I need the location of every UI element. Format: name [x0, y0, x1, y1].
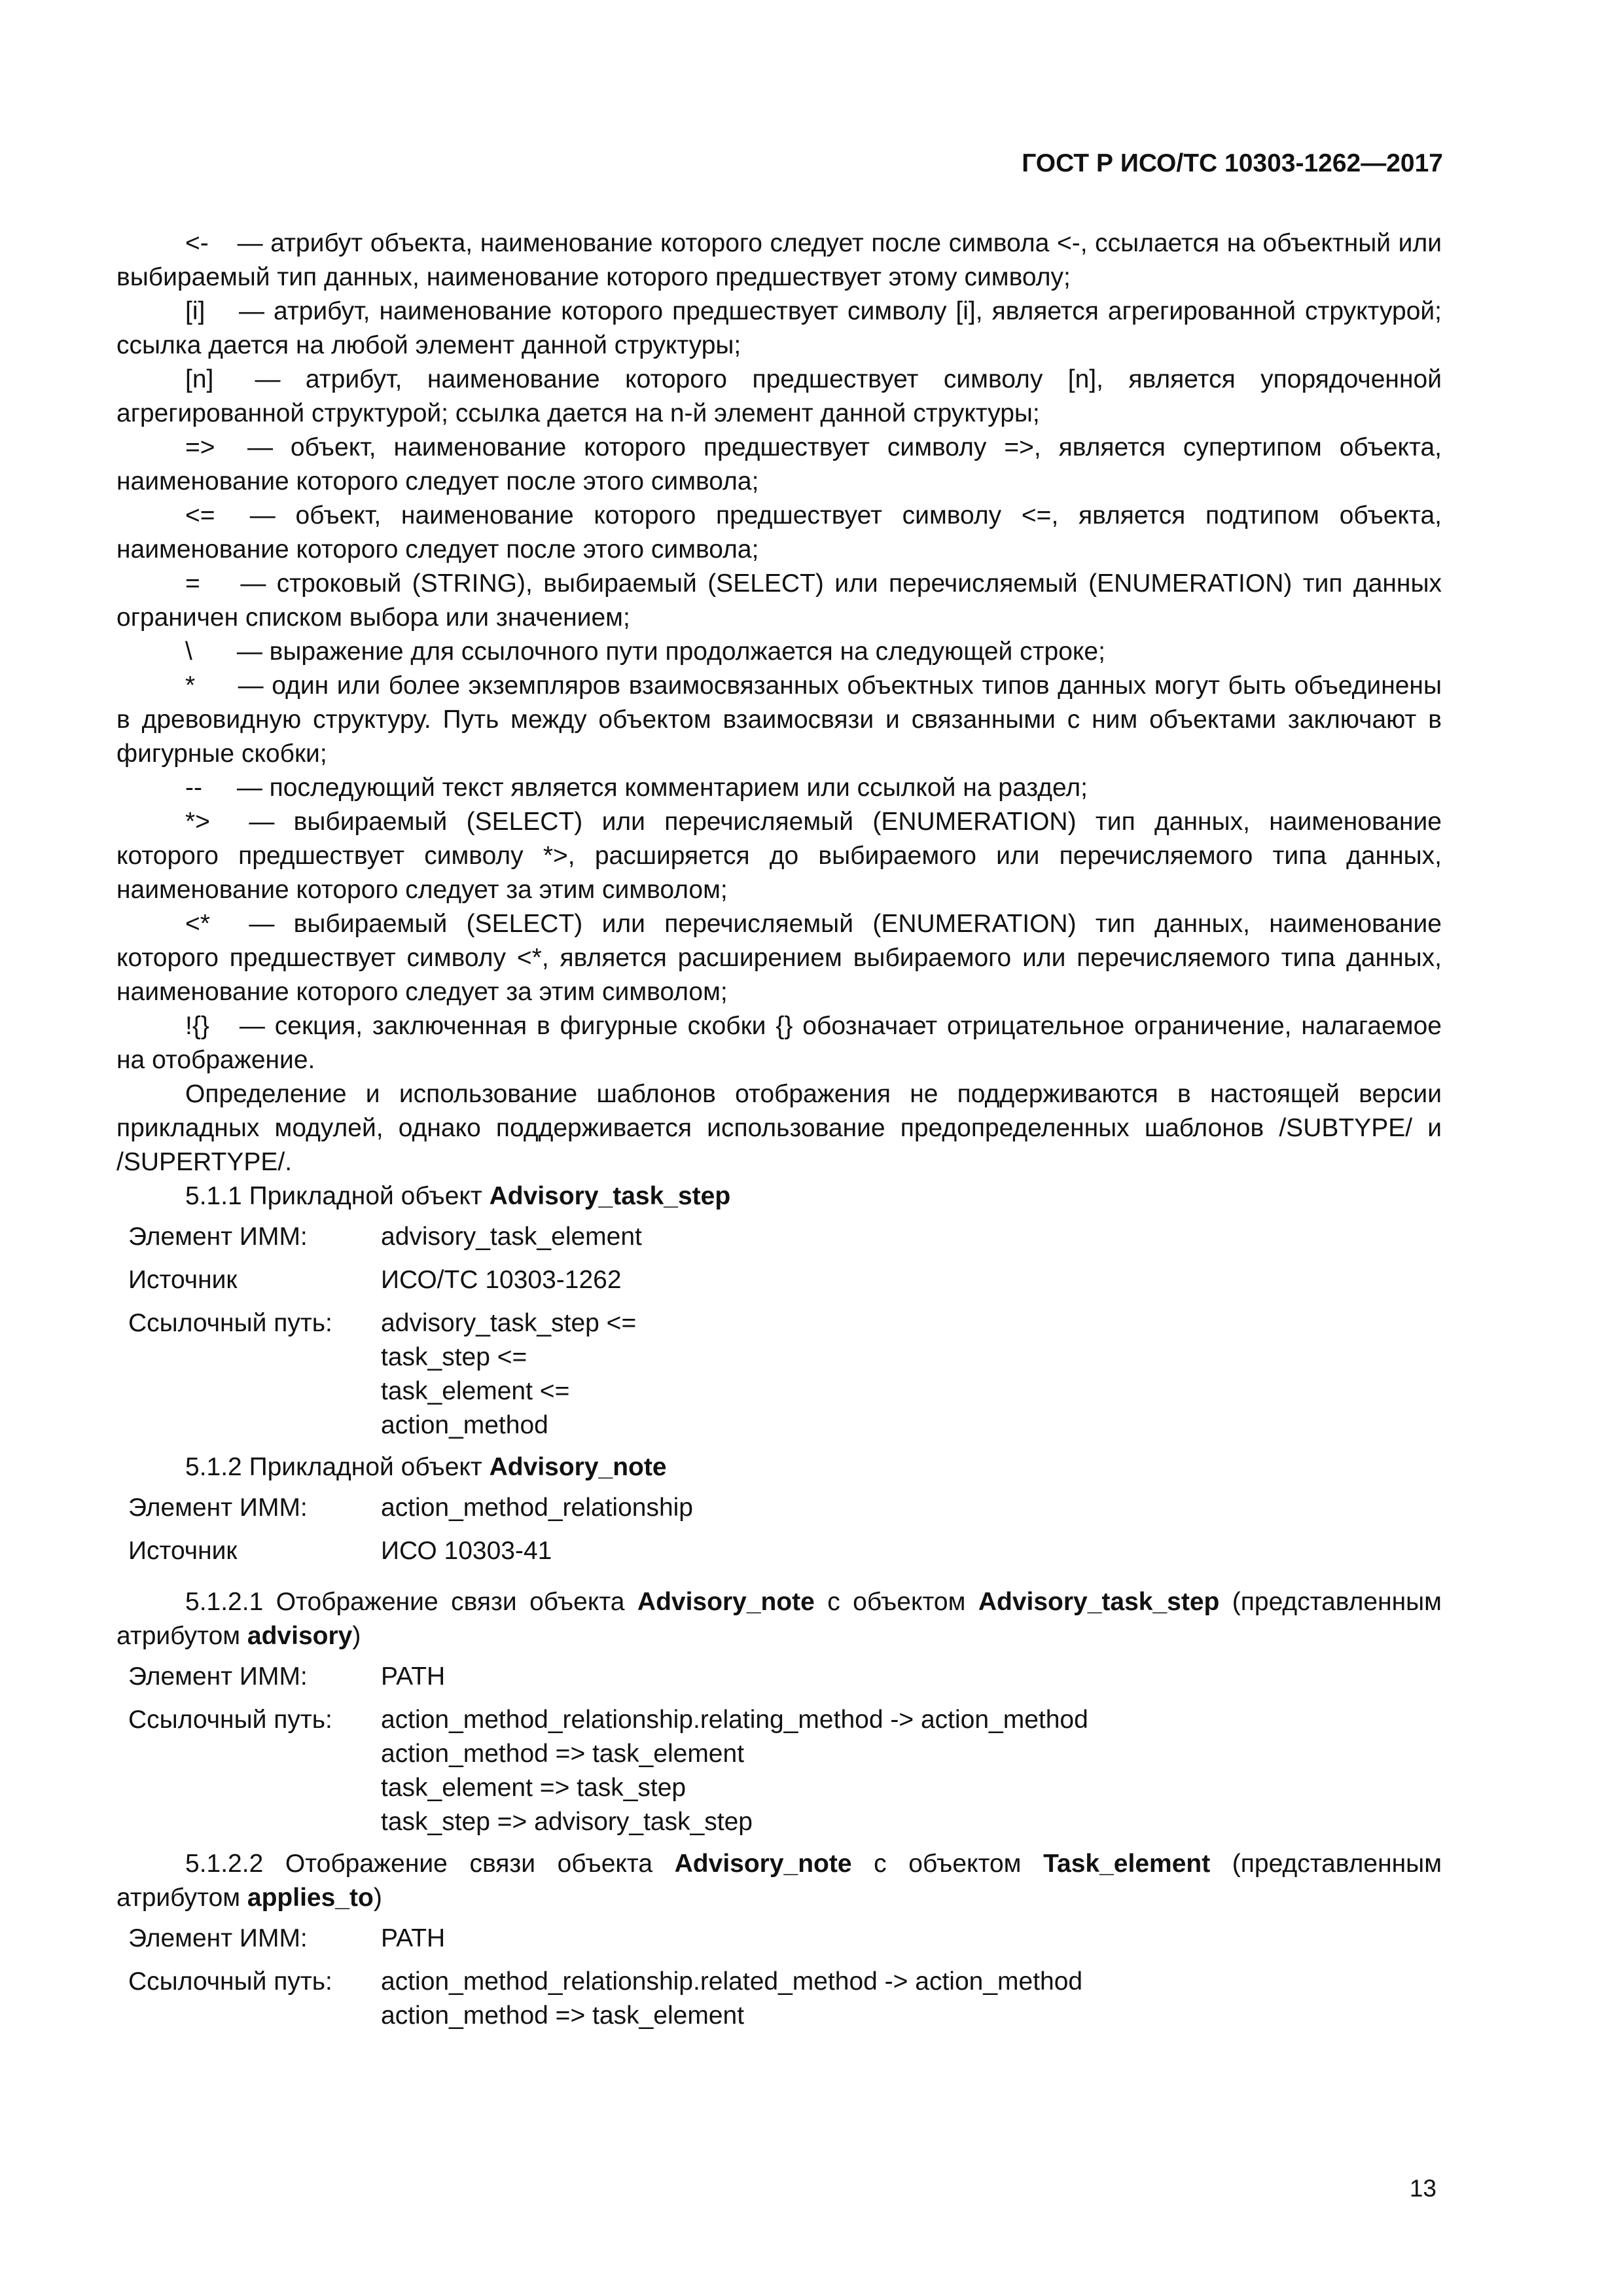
section-heading-5-1-2	[116, 1450, 1442, 1484]
mapping-value: advisory_task_element	[381, 1223, 642, 1251]
mapping-label: Источник	[128, 1537, 238, 1565]
heading-text: )	[352, 1622, 361, 1650]
mapping-value: PATH	[381, 1924, 446, 1952]
definition-symbol: \	[185, 637, 192, 666]
definition-symbol: <*	[185, 910, 210, 938]
section-prefix: 5.1.2 Прикладной объект	[185, 1453, 490, 1481]
path-line: action_method_relationship.related_method -> action_method	[381, 1967, 1083, 1996]
definition-item	[116, 226, 1442, 295]
reference-path	[381, 1306, 642, 1443]
definition-symbol: =	[185, 569, 200, 598]
heading-text: (представленным атрибутом	[116, 1850, 1442, 1912]
definition-symbol: *>	[185, 808, 210, 836]
mapping-row	[128, 1263, 642, 1306]
section-heading-5-1-2-2	[116, 1847, 1442, 1915]
symbol-definitions	[116, 226, 1442, 1077]
mapping-row	[128, 1965, 1082, 2033]
reference-path	[381, 1965, 1082, 2033]
definition-item	[116, 635, 1442, 669]
mapping-row	[128, 1660, 1088, 1703]
definition-item	[116, 567, 1442, 635]
mapping-value: action_method_relationship	[381, 1494, 693, 1522]
page-number: 13	[1409, 2175, 1436, 2202]
mapping-table-5-1-1	[128, 1220, 642, 1443]
mapping-row	[128, 1922, 1082, 1965]
mapping-table-5-1-2-2	[128, 1922, 1082, 2033]
definition-item	[116, 1009, 1442, 1077]
entity-name: Advisory_note	[674, 1850, 852, 1878]
definition-text: — строковый (STRING), выбираемый (SELECT) или перечисляемый (ENUMERATION) тип данных ограничен списком выбора или значением;	[116, 569, 1442, 632]
path-line: task_element <=	[381, 1377, 570, 1405]
definition-text: — выбираемый (SELECT) или перечисляемый (ENUMERATION) тип данных, наименование которого предшествует символу *>, расширяется до выбираемого или перечисляемого типа данных, наименование которого следует за этим символом;	[116, 808, 1442, 904]
definition-text: — последующий текст является комментарием или ссылкой на раздел;	[236, 774, 1088, 802]
path-line: action_method	[381, 1411, 548, 1439]
definition-symbol: <=	[185, 501, 215, 529]
mapping-value: ИСО/ТС 10303-1262	[381, 1266, 622, 1294]
entity-name: Task_element	[1043, 1850, 1211, 1878]
definition-item	[116, 669, 1442, 771]
mapping-table-5-1-2	[128, 1491, 693, 1577]
mapping-label: Ссылочный путь:	[128, 1309, 332, 1337]
heading-text: 5.1.2.1 Отображение связи объекта	[185, 1588, 637, 1616]
heading-text: 5.1.2.2 Отображение связи объекта	[185, 1850, 675, 1878]
definition-text: — выбираемый (SELECT) или перечисляемый (ENUMERATION) тип данных, наименование которого предшествует символу <*, является расширением выбираемого или перечисляемого типа данных, наименование которого следует за этим символом;	[116, 910, 1442, 1006]
definition-text: — один или более экземпляров взаимосвязанных объектных типов данных могут быть объединены в древовидную структуру. Путь между объектом взаимосвязи и связанными с ним объектами заключают в фигурные скобки;	[116, 672, 1442, 768]
definition-text: — атрибут, наименование которого предшествует символу [i], является агрегированной структурой; ссылка дается на любой элемент данной структуры;	[116, 297, 1442, 359]
mapping-label: Элемент ИММ:	[128, 1494, 308, 1522]
path-line: action_method_relationship.relating_method -> action_method	[381, 1706, 1088, 1734]
mapping-value: ИСО 10303-41	[381, 1537, 552, 1565]
heading-text: с объектом	[851, 1850, 1044, 1878]
heading-text: )	[373, 1884, 382, 1912]
mapping-label: Ссылочный путь:	[128, 1706, 332, 1734]
intro-paragraph: Определение и использование шаблонов отображения не поддерживаются в настоящей версии прикладных модулей, однако поддерживается использование предопределенных шаблонов /SUBTYPE/ и /SUPERTYPE/.	[116, 1080, 1442, 1176]
definition-symbol: <-	[185, 229, 209, 257]
definition-symbol: *	[185, 672, 196, 700]
mapping-row	[128, 1703, 1088, 1839]
attribute-name: advisory	[247, 1622, 353, 1650]
definition-text: — атрибут объекта, наименование которого следует после символа <-, ссылается на объектный или выбираемый тип данных, наименование которого предшествует этому символу;	[116, 229, 1442, 291]
definition-symbol: [i]	[185, 297, 205, 325]
section-prefix: 5.1.1 Прикладной объект	[185, 1182, 490, 1210]
heading-text: (представленным атрибутом	[116, 1588, 1442, 1650]
path-line: action_method => task_element	[381, 1740, 745, 1768]
entity-name: Advisory_task_step	[978, 1588, 1220, 1616]
definition-text: — секция, заключенная в фигурные скобки {} обозначает отрицательное ограничение, налагаемое на отображение.	[116, 1012, 1442, 1074]
document-header: ГОСТ Р ИСО/ТС 10303-1262—2017	[1022, 149, 1443, 177]
mapping-label: Источник	[128, 1266, 238, 1294]
path-line: task_step <=	[381, 1343, 527, 1371]
section-heading-5-1-2-1	[116, 1585, 1442, 1653]
definition-symbol: [n]	[185, 365, 214, 393]
entity-name: Advisory_note	[489, 1453, 667, 1481]
definition-item	[116, 499, 1442, 567]
attribute-name: applies_to	[247, 1884, 374, 1912]
heading-text: с объектом	[814, 1588, 978, 1616]
definition-text: — выражение для ссылочного пути продолжается на следующей строке;	[236, 637, 1105, 666]
definition-symbol: =>	[185, 433, 215, 461]
reference-path	[381, 1703, 1088, 1839]
definition-item	[116, 431, 1442, 499]
definition-item	[116, 363, 1442, 431]
mapping-row	[128, 1491, 693, 1534]
mapping-row	[128, 1220, 642, 1263]
definition-text: — объект, наименование которого предшествует символу =>, является супертипом объекта, наименование которого следует после этого символа;	[116, 433, 1442, 495]
mapping-label: Элемент ИММ:	[128, 1662, 308, 1691]
entity-name: Advisory_task_step	[489, 1182, 731, 1210]
mapping-row	[128, 1534, 693, 1577]
mapping-label: Ссылочный путь:	[128, 1967, 332, 1996]
section-heading-5-1-1	[116, 1179, 1442, 1213]
path-line: task_element => task_step	[381, 1774, 687, 1802]
mapping-label: Элемент ИММ:	[128, 1223, 308, 1251]
definition-text: — атрибут, наименование которого предшествует символу [n], является упорядоченной агрегированной структурой; ссылка дается на n-й элемент данной структуры;	[116, 365, 1442, 427]
definition-symbol: !{}	[185, 1012, 209, 1040]
mapping-value: PATH	[381, 1662, 446, 1691]
mapping-table-5-1-2-1	[128, 1660, 1088, 1839]
definition-item	[116, 805, 1442, 907]
mapping-label: Элемент ИММ:	[128, 1924, 308, 1952]
definition-symbol: --	[185, 774, 202, 802]
definition-text: — объект, наименование которого предшествует символу <=, является подтипом объекта, наименование которого следует после этого символа;	[116, 501, 1442, 564]
path-line: task_step => advisory_task_step	[381, 1808, 753, 1836]
path-line: advisory_task_step <=	[381, 1309, 637, 1337]
definition-item	[116, 907, 1442, 1009]
definition-item	[116, 771, 1442, 805]
path-line: action_method => task_element	[381, 2001, 745, 2030]
definition-item	[116, 295, 1442, 363]
mapping-row	[128, 1306, 642, 1443]
entity-name: Advisory_note	[637, 1588, 815, 1616]
page-content	[116, 226, 1442, 2041]
